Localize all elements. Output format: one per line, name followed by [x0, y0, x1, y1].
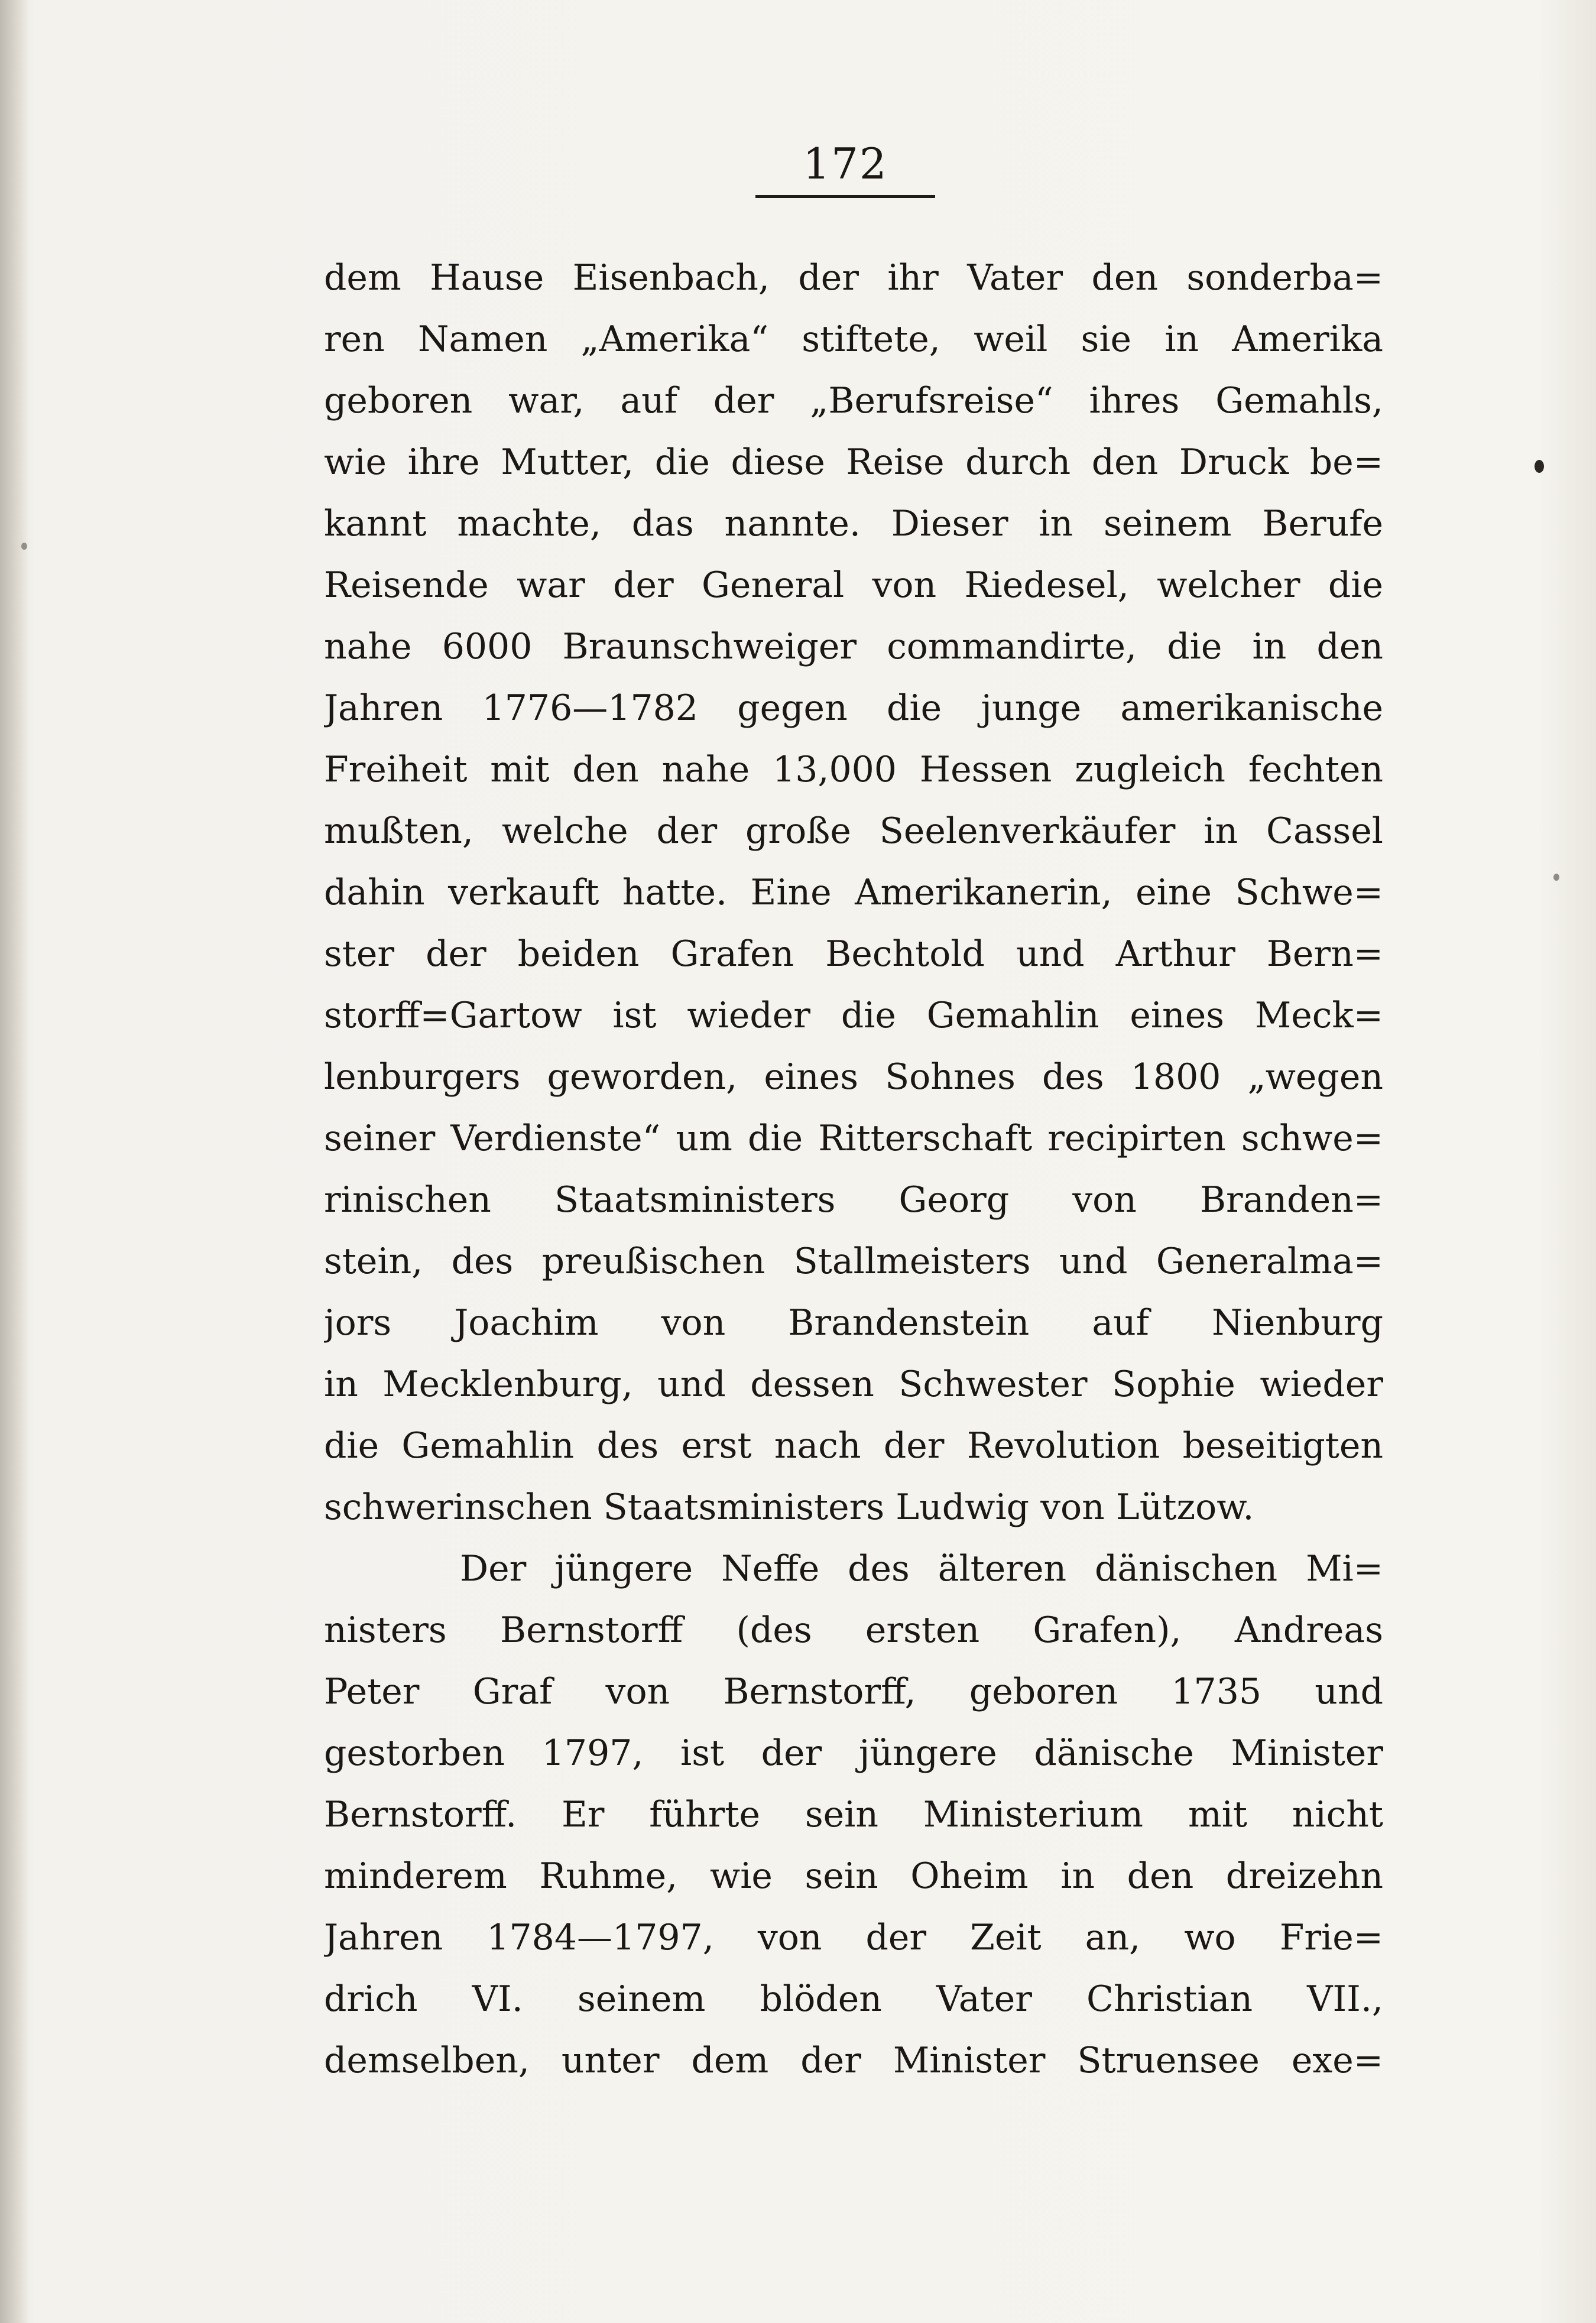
text-line: rinischen Staatsministers Georg von Branden=	[324, 1179, 1383, 1221]
text-line: seiner Verdienste“ um die Ritterschaft recipirten schwe=	[324, 1118, 1383, 1159]
text-line: dem Hause Eisenbach, der ihr Vater den sonderba=	[324, 257, 1383, 299]
page-number: 172	[803, 139, 888, 189]
text-line: storff=Gartow ist wieder die Gemahlin eines Meck=	[324, 995, 1383, 1036]
text-line: lenburgers geworden, eines Sohnes des 1800 „wegen	[324, 1056, 1383, 1098]
text-line: wie ihre Mutter, die diese Reise durch den Druck be=	[324, 442, 1383, 483]
ink-speck	[21, 543, 27, 550]
text-line: nisters Bernstorff (des ersten Grafen), Andreas	[324, 1610, 1383, 1651]
ink-speck	[1553, 874, 1559, 881]
text-line: die Gemahlin des erst nach der Revolution beseitigten	[324, 1425, 1383, 1467]
text-line: Bernstorff. Er führte sein Ministerium mit nicht	[324, 1794, 1383, 1835]
body-text	[324, 247, 1383, 2091]
text-line-paragraph-start: Der jüngere Neffe des älteren dänischen Mi=	[460, 1548, 1383, 1589]
text-line: nahe 6000 Braunschweiger commandirte, die in den	[324, 626, 1383, 667]
text-line: demselben, unter dem der Minister Struensee exe=	[324, 2040, 1383, 2081]
text-line: Jahren 1776—1782 gegen die junge amerikanische	[324, 687, 1383, 729]
text-line: schwerinschen Staatsministers Ludwig von Lützow.	[324, 1487, 1254, 1528]
text-line: geboren war, auf der „Berufsreise“ ihres Gemahls,	[324, 380, 1383, 421]
text-line: minderem Ruhme, wie sein Oheim in den dreizehn	[324, 1855, 1383, 1897]
text-line: gestorben 1797, ist der jüngere dänische Minister	[324, 1732, 1383, 1774]
text-line: in Mecklenburg, und dessen Schwester Sophie wieder	[324, 1364, 1383, 1405]
text-line: dahin verkauft hatte. Eine Amerikanerin, eine Schwe=	[324, 872, 1383, 913]
text-line: Reisende war der General von Riedesel, welcher die	[324, 564, 1383, 606]
text-line: drich VI. seinem blöden Vater Christian VII.,	[324, 1978, 1383, 2020]
text-line: jors Joachim von Brandenstein auf Nienburg	[324, 1302, 1383, 1344]
text-line: stein, des preußischen Stallmeisters und Generalma=	[324, 1241, 1383, 1282]
page-number-rule	[755, 195, 935, 198]
text-line: kannt machte, das nannte. Dieser in seinem Berufe	[324, 503, 1383, 544]
text-line: Freiheit mit den nahe 13,000 Hessen zugleich fechten	[324, 749, 1383, 790]
text-line: Peter Graf von Bernstorff, geboren 1735 und	[324, 1671, 1383, 1712]
text-line: mußten, welche der große Seelenverkäufer in Cassel	[324, 810, 1383, 852]
gutter-shadow	[0, 0, 28, 2323]
text-line: ster der beiden Grafen Bechtold und Arthur Bern=	[324, 933, 1383, 975]
text-line: Jahren 1784—1797, von der Zeit an, wo Frie=	[324, 1917, 1383, 1958]
text-line: ren Namen „Amerika“ stiftete, weil sie in Amerika	[324, 319, 1383, 360]
ink-speck	[1535, 460, 1544, 473]
